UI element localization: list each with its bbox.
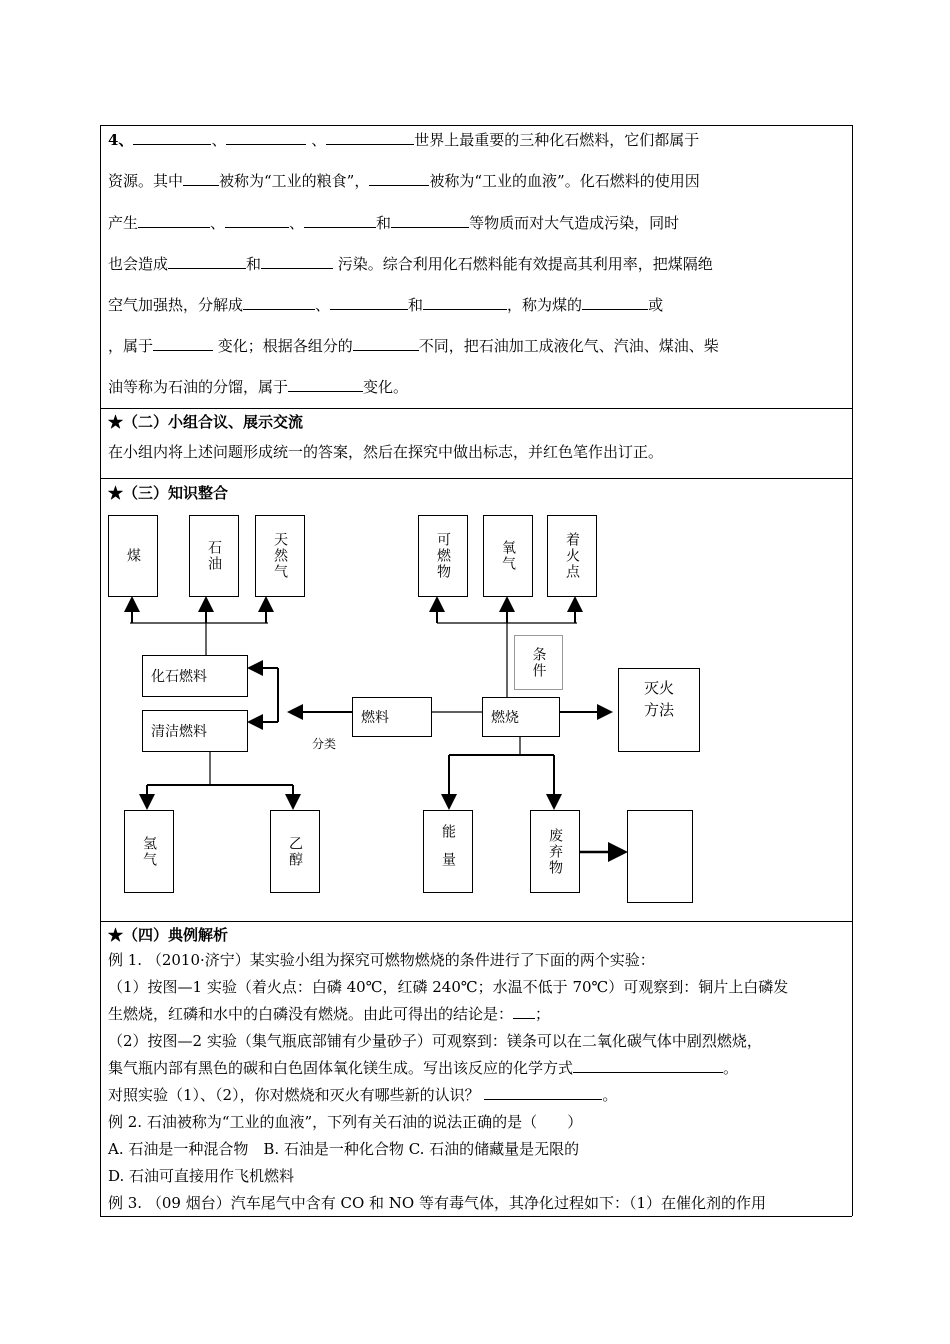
example-line: 例 2. 石油被称为“工业的血液”，下列有关石油的说法正确的是（ ） — [108, 1113, 583, 1131]
box-oxygen: 氧气 — [483, 515, 533, 597]
example-line: 对照实验（1）、（2），你对燃烧和灭火有哪些新的认识？ 。 — [108, 1086, 618, 1104]
q4-line: 资源。其中 被称为“工业的粮食”， 被称为“工业的血液”。化石燃料的使用因 — [108, 172, 700, 190]
q4-line: 也会造成 和 污染。综合利用化石燃料能有效提高其利用率，把煤隔绝 — [108, 255, 713, 273]
box-extinguish-method: 灭火方法 — [618, 668, 700, 752]
example-line: 集气瓶内部有黑色的碳和白色固体氧化镁生成。写出该反应的化学方式 。 — [108, 1059, 739, 1077]
box-hydrogen: 氢气 — [124, 810, 174, 893]
q4-line: 油等称为石油的分馏，属于 变化。 — [108, 378, 409, 396]
box-coal: 煤 — [108, 515, 158, 597]
example-line: （2）按图—2 实验（集气瓶底部铺有少量砂子）可观察到：镁条可以在二氧化碳气体中剧烈燃烧， — [108, 1032, 762, 1050]
box-fuel: 燃料 — [352, 697, 432, 737]
box-ignition-point: 着火点 — [547, 515, 597, 597]
example-option: A. 石油是一种混合物 B. 石油是一种化合物 C. 石油的储藏量是无限的 — [108, 1140, 580, 1158]
box-energy: 能量 — [423, 810, 473, 893]
example-line: 生燃烧，红磷和水中的白磷没有燃烧。由此可得出的结论是： ； — [108, 1005, 551, 1023]
box-combustion: 燃烧 — [482, 697, 560, 737]
box-fossil-fuel: 化石燃料 — [142, 655, 248, 697]
section-3-title: ★（三）知识整合 — [108, 484, 229, 502]
section-4-title: ★（四）典例解析 — [108, 926, 229, 944]
box-combustible: 可燃物 — [418, 515, 468, 597]
q4-line: 4、 、 、 世界上最重要的三种化石燃料，它们都属于 — [108, 131, 700, 149]
box-ethanol: 乙醇 — [270, 810, 320, 893]
box-clean-fuel: 清洁燃料 — [142, 710, 248, 752]
example-line: 例 1. （2010·济宁）某实验小组为探究可燃物燃烧的条件进行了下面的两个实验： — [108, 951, 655, 969]
example-option: D. 石油可直接用作飞机燃料 — [108, 1167, 295, 1185]
box-waste: 废弃物 — [530, 810, 580, 893]
box-condition: 条件 — [514, 635, 563, 690]
section-2-text: 在小组内将上述问题形成统一的答案，然后在探究中做出标志，并红色笔作出订正。 — [108, 443, 664, 461]
label-classify: 分类 — [312, 737, 337, 751]
q4-line: 空气加强热，分解成 、 和 ，称为煤的 或 — [108, 296, 664, 314]
q4-line: 产生 、 、 和 等物质而对大气造成污染，同时 — [108, 214, 680, 232]
example-line: （1）按图—1 实验（着火点：白磷 40℃，红磷 240℃；水温不低于 70℃）可观察到：铜片上白磷发 — [108, 978, 789, 996]
section-2-title: ★（二）小组合议、展示交流 — [108, 413, 304, 431]
box-oil: 石油 — [189, 515, 239, 597]
box-natural-gas: 天然气 — [255, 515, 305, 597]
q4-line: ，属于 变化；根据各组分的 不同，把石油加工成液化气、汽油、煤油、柴 — [108, 337, 719, 355]
box-blank-answer — [627, 810, 693, 903]
example-line: 例 3. （09 烟台）汽车尾气中含有 CO 和 NO 等有毒气体，其净化过程如下：（1）在催化剂的作用 — [108, 1194, 767, 1212]
